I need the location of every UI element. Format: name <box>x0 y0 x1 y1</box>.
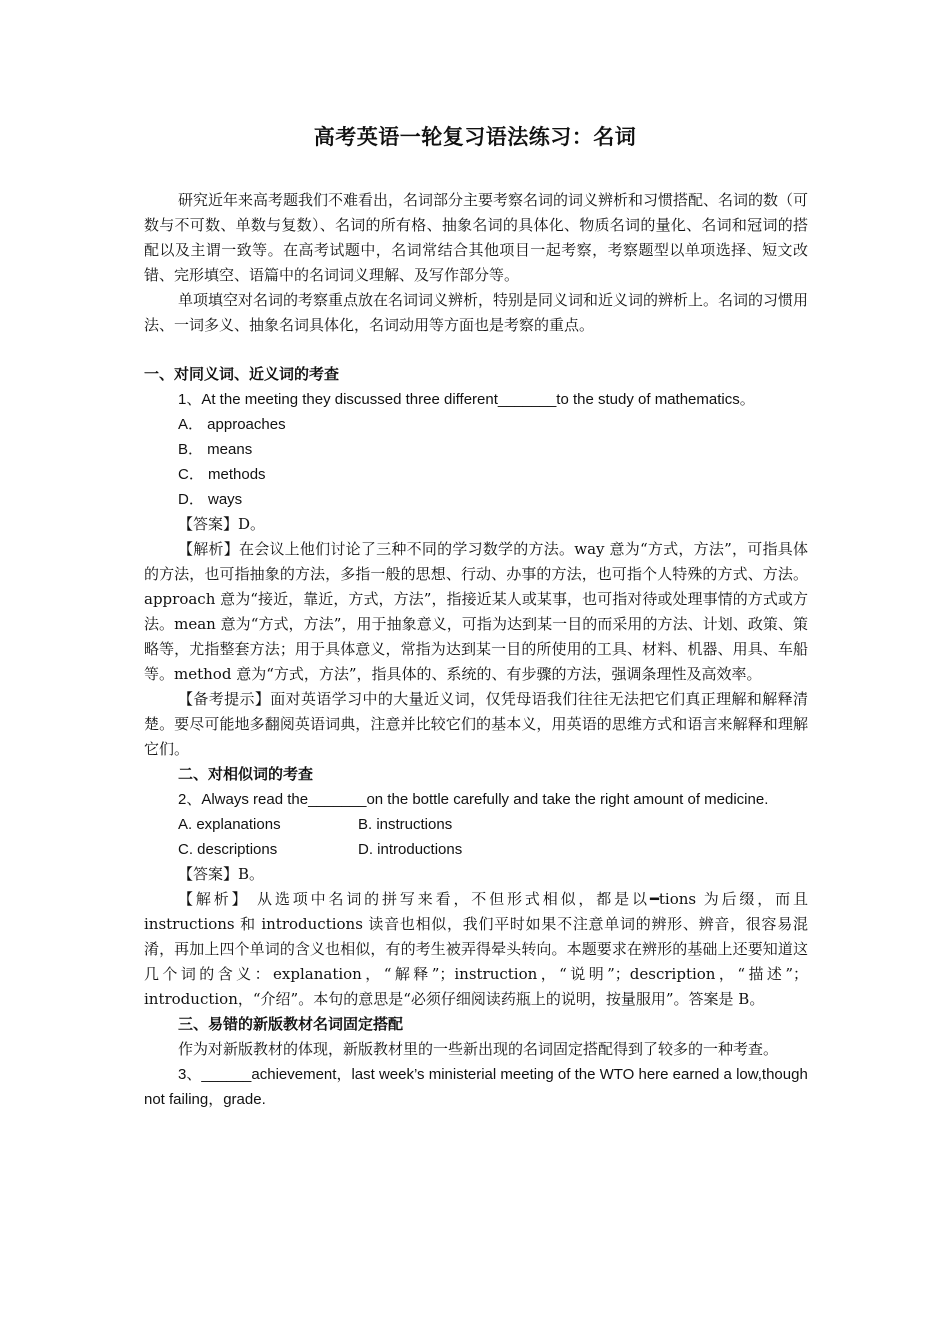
question-1-tip: 【备考提示】面对英语学习中的大量近义词，仅凭母语我们往往无法把它们真正理解和解释清楚。要尽可能地多翻阅英语词典，注意并比较它们的基本义，用英语的思维方式和语言来解释和理解它们。 <box>144 690 808 758</box>
question-2-options-row-2 <box>144 837 808 862</box>
question-1-analysis: 【解析】在会议上他们讨论了三种不同的学习数学的方法。way 意为“方式，方法”，可指具体的方法，也可指抽象的方法，多指一般的思想、行动、办事的方法，也可指个人特殊的方式、方法。approach 意为“接近，靠近，方式，方法”，指接近某人或某事，也可指对待或处理事情的方式或方法。mean 意为“方式，方法”，用于抽象意义，可指为达到某一目的而采用的方法、计划、政策、策略等，尤指整套方法；用于具体意义，常指为达到某一目的所使用的工具、材料、机器、用具、车船等。method 意为“方式，方法”，指具体的、系统的、有步骤的方法，强调条理性及高效率。 <box>144 540 808 683</box>
page-title: 高考英语一轮复习语法练习：名词 <box>313 125 637 149</box>
question-1-option-a: A． approaches <box>178 416 286 433</box>
question-2-option-b: B. instructions <box>358 816 453 833</box>
question-2-option-d: D. introductions <box>358 841 463 858</box>
section-3-heading: 三、易错的新版教材名词固定搭配 <box>178 1015 404 1033</box>
question-1-option-d: D． ways <box>178 491 243 508</box>
intro-paragraph-1: 研究近年来高考题我们不难看出，名词部分主要考察名词的词义辨析和习惯搭配、名词的数（可数与不可数、单数与复数）、名词的所有格、抽象名词的具体化、物质名词的量化、名词和冠词的搭配以及主谓一致等。在高考试题中，名词常结合其他项目一起考察，考察题型以单项选择、短文改错、完形填空、语篇中的名词词义理解、及写作部分等。 <box>144 191 809 284</box>
question-2-options-row-1 <box>144 812 808 837</box>
intro-paragraph-2: 单项填空对名词的考察重点放在名词词义辨析，特别是同义词和近义词的辨析上。名词的习惯用法、一词多义、抽象名词具体化，名词动用等方面也是考察的重点。 <box>144 291 809 334</box>
question-1-option-b: B． means <box>178 441 253 458</box>
question-2: 2、Always read the_______on the bottle carefully and take the right amount of medicine. <box>178 791 769 808</box>
section-3-intro: 作为对新版教材的体现，新版教材里的一些新出现的名词固定搭配得到了较多的一种考查。 <box>178 1040 779 1058</box>
question-3: 3、______achievement，last week’s ministerial meeting of the WTO here earned a low,though not failing，grade. <box>144 1066 808 1108</box>
question-1-option-c: C． methods <box>178 466 266 483</box>
question-1: 1、At the meeting they discussed three different_______to the study of mathematics。 <box>178 391 755 408</box>
question-1-answer: 【答案】D。 <box>178 515 266 533</box>
question-2-analysis: 【解析】 从选项中名词的拼写来看，不但形式相似，都是以━tions 为后缀，而且 instructions 和 introductions 读音也相似，我们平时如果不注意单词的辨形、辨音，很容易混淆，再加上四个单词的含义也相似，有的考生被弄得晕头转向。本题要求在辨形的基础上还要知道这几个词的含义：explanation，“解释”；instruction，“说明”；description，“描述”；introduction，“介绍”。本句的意思是“必须仔细阅读药瓶上的说明，按量服用”。答案是 B。 <box>144 890 808 1008</box>
question-2-option-c: C. descriptions <box>178 841 278 858</box>
question-2-option-a: A. explanations <box>178 816 281 833</box>
section-2-heading: 二、对相似词的考查 <box>178 765 314 783</box>
question-2-answer: 【答案】B。 <box>178 865 265 883</box>
document-body <box>144 188 808 1112</box>
section-1-heading: 一、对同义词、近义词的考查 <box>144 365 340 383</box>
